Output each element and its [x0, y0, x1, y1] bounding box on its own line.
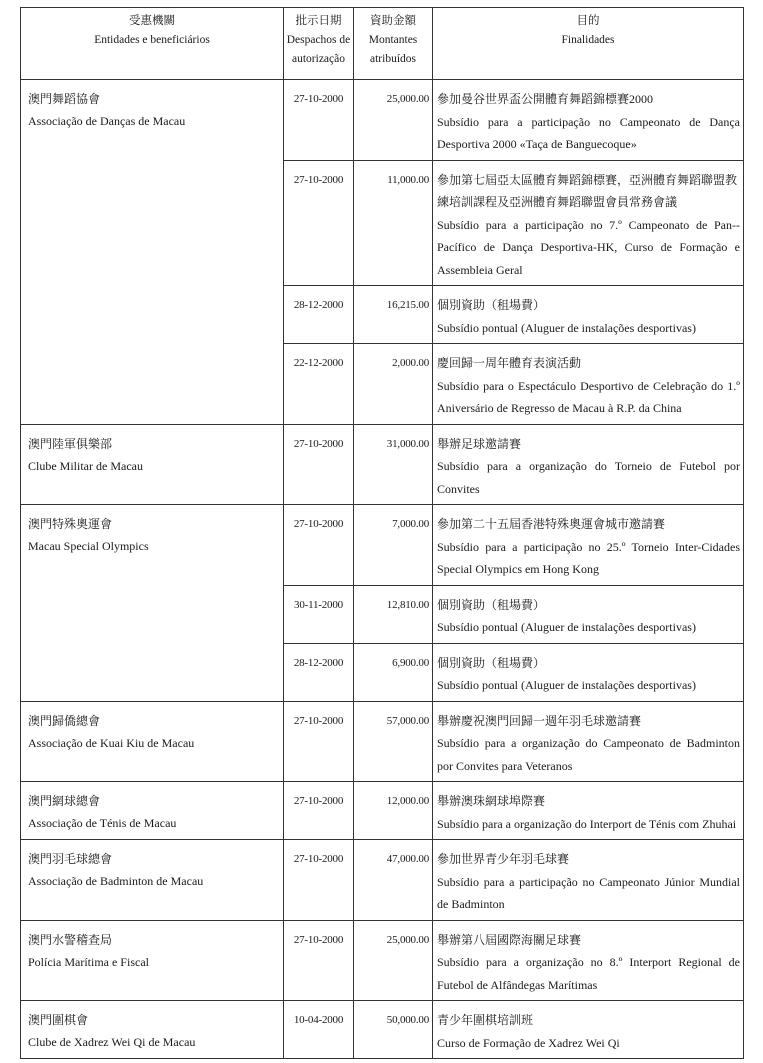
- amount-cell: 25,000.00: [354, 920, 433, 1001]
- entity-cell: [21, 701, 284, 782]
- purpose-zh: 慶回歸一周年體育表演活動: [437, 356, 582, 370]
- purpose-pt: Subsídio para a organização do Campeonato de Badminton por Convites para Veteranos: [437, 736, 740, 773]
- purpose-pt: Curso de Formação de Xadrez Wei Qi: [437, 1035, 620, 1050]
- header-purpose: [433, 8, 744, 80]
- amount-cell: 25,000.00: [354, 80, 433, 161]
- purpose-zh: 青少年圍棋培訓班: [437, 1013, 534, 1027]
- date-cell: 27-10-2000: [284, 782, 354, 840]
- purpose-pt: Subsídio para o Espectáculo Desportivo de Celebração do 1.º Aniversário de Regresso de Macau à R.P. da China: [437, 378, 740, 415]
- header-date-pt1: Despachos de: [286, 34, 351, 46]
- entity-cell: [21, 505, 284, 702]
- purpose-cell: [433, 1001, 744, 1059]
- amount-cell: 16,215.00: [354, 286, 433, 344]
- entity-name-zh: 澳門羽毛球總會: [28, 852, 113, 866]
- purpose-zh: 個別資助（租場費）: [437, 655, 546, 670]
- subsidy-table: [20, 7, 744, 1059]
- table-row: [21, 840, 744, 921]
- header-date-pt2: autorização: [292, 53, 345, 65]
- header-date: [284, 8, 354, 80]
- purpose-pt: Subsídio pontual (Aluguer de instalações desportivas): [437, 678, 696, 692]
- header-entity-zh: 受惠機關: [129, 15, 175, 27]
- purpose-cell: [433, 286, 744, 344]
- entity-name-pt: Clube de Xadrez Wei Qi de Macau: [28, 1035, 196, 1049]
- purpose-cell: [433, 643, 744, 701]
- amount-cell: 11,000.00: [354, 160, 433, 286]
- date-cell: 27-10-2000: [284, 505, 354, 586]
- date-cell: 27-10-2000: [284, 840, 354, 921]
- entity-name-pt: Associação de Badminton de Macau: [28, 874, 204, 888]
- entity-cell: [21, 1001, 284, 1059]
- amount-cell: 2,000.00: [354, 344, 433, 425]
- purpose-zh: 個別資助（租場費）: [437, 298, 546, 312]
- entity-name-zh: 澳門圍棋會: [28, 1013, 89, 1027]
- date-cell: 10-04-2000: [284, 1001, 354, 1059]
- purpose-pt: Subsídio para a participação no Campeonato Júnior Mundial de Badminton: [437, 874, 740, 911]
- entity-name-zh: 澳門舞蹈協會: [28, 92, 101, 106]
- date-cell: 27-10-2000: [284, 920, 354, 1001]
- purpose-cell: [433, 782, 744, 840]
- entity-name-pt: Associação de Ténis de Macau: [28, 816, 177, 830]
- entity-name-zh: 澳門歸僑總會: [28, 713, 101, 728]
- purpose-pt: Subsídio para a organização do Torneio de Futebol por Convites: [437, 459, 740, 496]
- date-cell: 30-11-2000: [284, 585, 354, 643]
- purpose-pt: Subsídio pontual (Aluguer de instalações desportivas): [437, 320, 696, 335]
- date-cell: 28-12-2000: [284, 286, 354, 344]
- header-entity-pt: Entidades e beneficiários: [94, 34, 210, 46]
- header-date-zh: 批示日期: [295, 15, 342, 27]
- amount-cell: 50,000.00: [354, 1001, 433, 1059]
- purpose-pt: Subsídio para a organização do Interport de Ténis com Zhuhai: [437, 816, 737, 831]
- purpose-zh: 參加第七屆亞太區體育舞蹈錦標賽，亞洲體育舞蹈聯盟教練培訓課程及亞洲體育舞蹈聯盟會員常務會議: [437, 172, 738, 209]
- purpose-cell: [433, 344, 744, 425]
- entity-cell: [21, 920, 284, 1001]
- entity-name-pt: Macau Special Olympics: [28, 539, 149, 553]
- purpose-pt: Subsídio para a participação no 7.º Campeonato de Pan--Pacífico de Dança Desportiva-HK, Curso de Formação e Assembleia Geral: [437, 217, 740, 277]
- amount-cell: 31,000.00: [354, 424, 433, 505]
- table-row: [21, 920, 744, 1001]
- purpose-zh: 舉辦第八屆國際海關足球賽: [437, 932, 582, 947]
- table-row: [21, 701, 744, 782]
- amount-cell: 57,000.00: [354, 701, 433, 782]
- amount-cell: 47,000.00: [354, 840, 433, 921]
- purpose-cell: [433, 505, 744, 586]
- entity-name-zh: 澳門特殊奧運會: [28, 517, 113, 531]
- table-row: [21, 1001, 744, 1059]
- entity-name-pt: Associação de Danças de Macau: [28, 114, 186, 128]
- date-cell: 27-10-2000: [284, 701, 354, 782]
- date-cell: 27-10-2000: [284, 160, 354, 286]
- header-amount-pt2: atribuídos: [370, 53, 416, 65]
- entity-name-zh: 澳門陸軍俱樂部: [28, 436, 113, 451]
- table-row: [21, 782, 744, 840]
- header-amount-pt1: Montantes: [368, 34, 418, 46]
- purpose-pt: Subsídio pontual (Aluguer de instalações desportivas): [437, 620, 696, 634]
- purpose-pt: Subsídio para a participação no Campeonato de Dança Desportiva 2000 «Taça de Banguecoque»: [437, 114, 740, 151]
- entity-name-zh: 澳門網球總會: [28, 794, 101, 808]
- header-purpose-pt: Finalidades: [561, 34, 615, 46]
- amount-cell: 7,000.00: [354, 505, 433, 586]
- table-row: [21, 505, 744, 586]
- table-body: [21, 80, 744, 1059]
- amount-cell: 12,000.00: [354, 782, 433, 840]
- entity-cell: [21, 782, 284, 840]
- purpose-zh: 舉辦澳珠網球埠際賽: [437, 794, 546, 808]
- entity-name-pt: Associação de Kuai Kiu de Macau: [28, 735, 195, 750]
- entity-name-pt: Clube Militar de Macau: [28, 458, 143, 473]
- purpose-zh: 舉辦足球邀請賽: [437, 436, 522, 451]
- header-amount: [354, 8, 433, 80]
- date-cell: 27-10-2000: [284, 80, 354, 161]
- entity-cell: [21, 80, 284, 425]
- purpose-zh: 參加曼谷世界盃公開體育舞蹈錦標賽2000: [437, 92, 654, 106]
- purpose-zh: 參加第二十五屆香港特殊奧運會城市邀請賽: [437, 517, 666, 531]
- purpose-cell: [433, 424, 744, 505]
- header-amount-zh: 資助金額: [370, 15, 416, 27]
- purpose-zh: 個別資助（租場費）: [437, 597, 546, 612]
- purpose-cell: [433, 920, 744, 1001]
- table-row: [21, 80, 744, 161]
- purpose-cell: [433, 160, 744, 286]
- purpose-zh: 舉辦慶祝澳門回歸一週年羽毛球邀請賽: [437, 713, 642, 728]
- entity-name-zh: 澳門水警稽查局: [28, 932, 113, 947]
- purpose-pt: Subsídio para a participação no 25.º Torneio Inter-Cidades Special Olympics em Hong Kong: [437, 539, 740, 576]
- date-cell: 28-12-2000: [284, 643, 354, 701]
- date-cell: 22-12-2000: [284, 344, 354, 425]
- header-entity: [21, 8, 284, 80]
- purpose-cell: [433, 80, 744, 161]
- entity-cell: [21, 424, 284, 505]
- purpose-cell: [433, 840, 744, 921]
- header-purpose-zh: 目的: [576, 15, 600, 27]
- purpose-pt: Subsídio para a organização no 8.º Interport Regional de Futebol de Alfândegas Marítimas: [437, 955, 740, 992]
- table-row: [21, 424, 744, 505]
- amount-cell: 12,810.00: [354, 585, 433, 643]
- purpose-cell: [433, 585, 744, 643]
- purpose-zh: 參加世界青少年羽毛球賽: [437, 852, 570, 866]
- table-header-row: [21, 8, 744, 80]
- purpose-cell: [433, 701, 744, 782]
- entity-name-pt: Polícia Marítima e Fiscal: [28, 954, 149, 969]
- amount-cell: 6,900.00: [354, 643, 433, 701]
- entity-cell: [21, 840, 284, 921]
- date-cell: 27-10-2000: [284, 424, 354, 505]
